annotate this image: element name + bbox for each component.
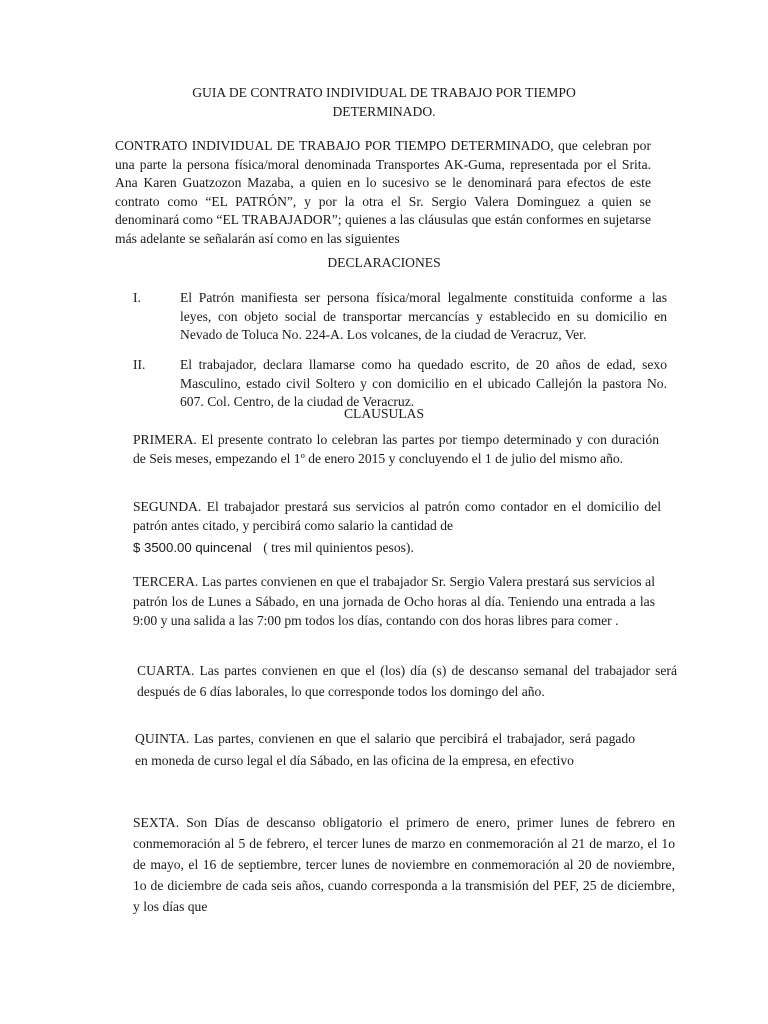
clausula-quinta: QUINTA. Las partes, convienen en que el salario que percibirá el trabajador, será pagado en moneda de curso legal el día Sábado, en las oficina de la empresa, en efectivo — [135, 731, 635, 768]
intro-paragraph: CONTRATO INDIVIDUAL DE TRABAJO POR TIEMPO DETERMINADO, que celebran por una parte la persona física/moral denominada Transportes AK-Guma, representada por el Srita. Ana Karen Guatzozon Mazaba, a quien en lo sucesivo se le denominará para efectos de este contrato como “EL PATRÓN”, y por la otra el Sr. Sergio Valera Dominguez a quien se denominará como “EL TRABAJADOR”; quienes a las cláusulas que están conformes en sujetarse más adelante se señalarán así como en las siguientes — [115, 138, 651, 246]
document-title-line1: GUIA DE CONTRATO INDIVIDUAL DE TRABAJO POR TIEMPO — [192, 85, 576, 100]
clausulas-heading: CLAUSULAS — [343, 406, 425, 421]
salary-amount: $ 3500.00 quincenal — [133, 540, 252, 556]
clausula-segunda — [133, 498, 661, 558]
document-title-line2: DETERMINADO. — [332, 103, 436, 119]
declaraciones-heading: DECLARACIONES — [327, 255, 441, 270]
clausula-segunda-text: SEGUNDA. El trabajador prestará sus servicios al patrón como contador en el domicilio del patrón antes citado, y percibirá como salario la cantidad de — [133, 499, 661, 533]
declaracion-numeral-2: II. — [133, 357, 146, 372]
declaracion-text-1: El Patrón manifiesta ser persona física/moral legalmente constituida conforme a las leyes, con objeto social de transportar mercancías y establecido en su domicilio en Nevado de Toluca No. 224-A. Los volcanes, de la ciudad de Veracruz, Ver. — [180, 290, 667, 343]
declaracion-numeral-1: I. — [133, 290, 141, 305]
declaracion-text-2: El trabajador, declara llamarse como ha quedado escrito, de 20 años de edad, sexo Masculino, estado civil Soltero y con domicilio en el ubicado Callejón la pastora No. 607. Col. Centro, de la ciudad de Veracruz. — [180, 357, 667, 410]
clausula-tercera: TERCERA. Las partes convienen en que el trabajador Sr. Sergio Valera prestará sus servicios al patrón los de Lunes a Sábado, en una jornada de Ocho horas al día. Teniendo una entrada a las 9:00 y una salida a las 7:00 pm todos los días, contando con dos horas libres para comer . — [133, 574, 655, 628]
salary-amount-words: ( tres mil quinientos pesos). — [263, 540, 414, 556]
clausula-sexta: SEXTA. Son Días de descanso obligatorio el primero de enero, primer lunes de febrero en conmemoración al 5 de febrero, el tercer lunes de marzo en conmemoración al 21 de marzo, el 1o de mayo, el 16 de septiembre, tercer lunes de noviembre en conmemoración al 20 de noviembre, 1o de diciembre de cada seis años, cuando corresponda a la transmisión del PEF, 25 de diciembre, y los días que — [133, 815, 675, 914]
document-title — [0, 84, 768, 121]
clausula-cuarta: CUARTA. Las partes convienen en que el (los) día (s) de descanso semanal del trabajador será después de 6 días laborales, lo que corresponde todos los domingo del año. — [137, 663, 677, 699]
clausula-primera: PRIMERA. El presente contrato lo celebran las partes por tiempo determinado y con duración de Seis meses, empezando el 1º de enero 2015 y concluyendo el 1 de julio del mismo año. — [133, 432, 659, 466]
